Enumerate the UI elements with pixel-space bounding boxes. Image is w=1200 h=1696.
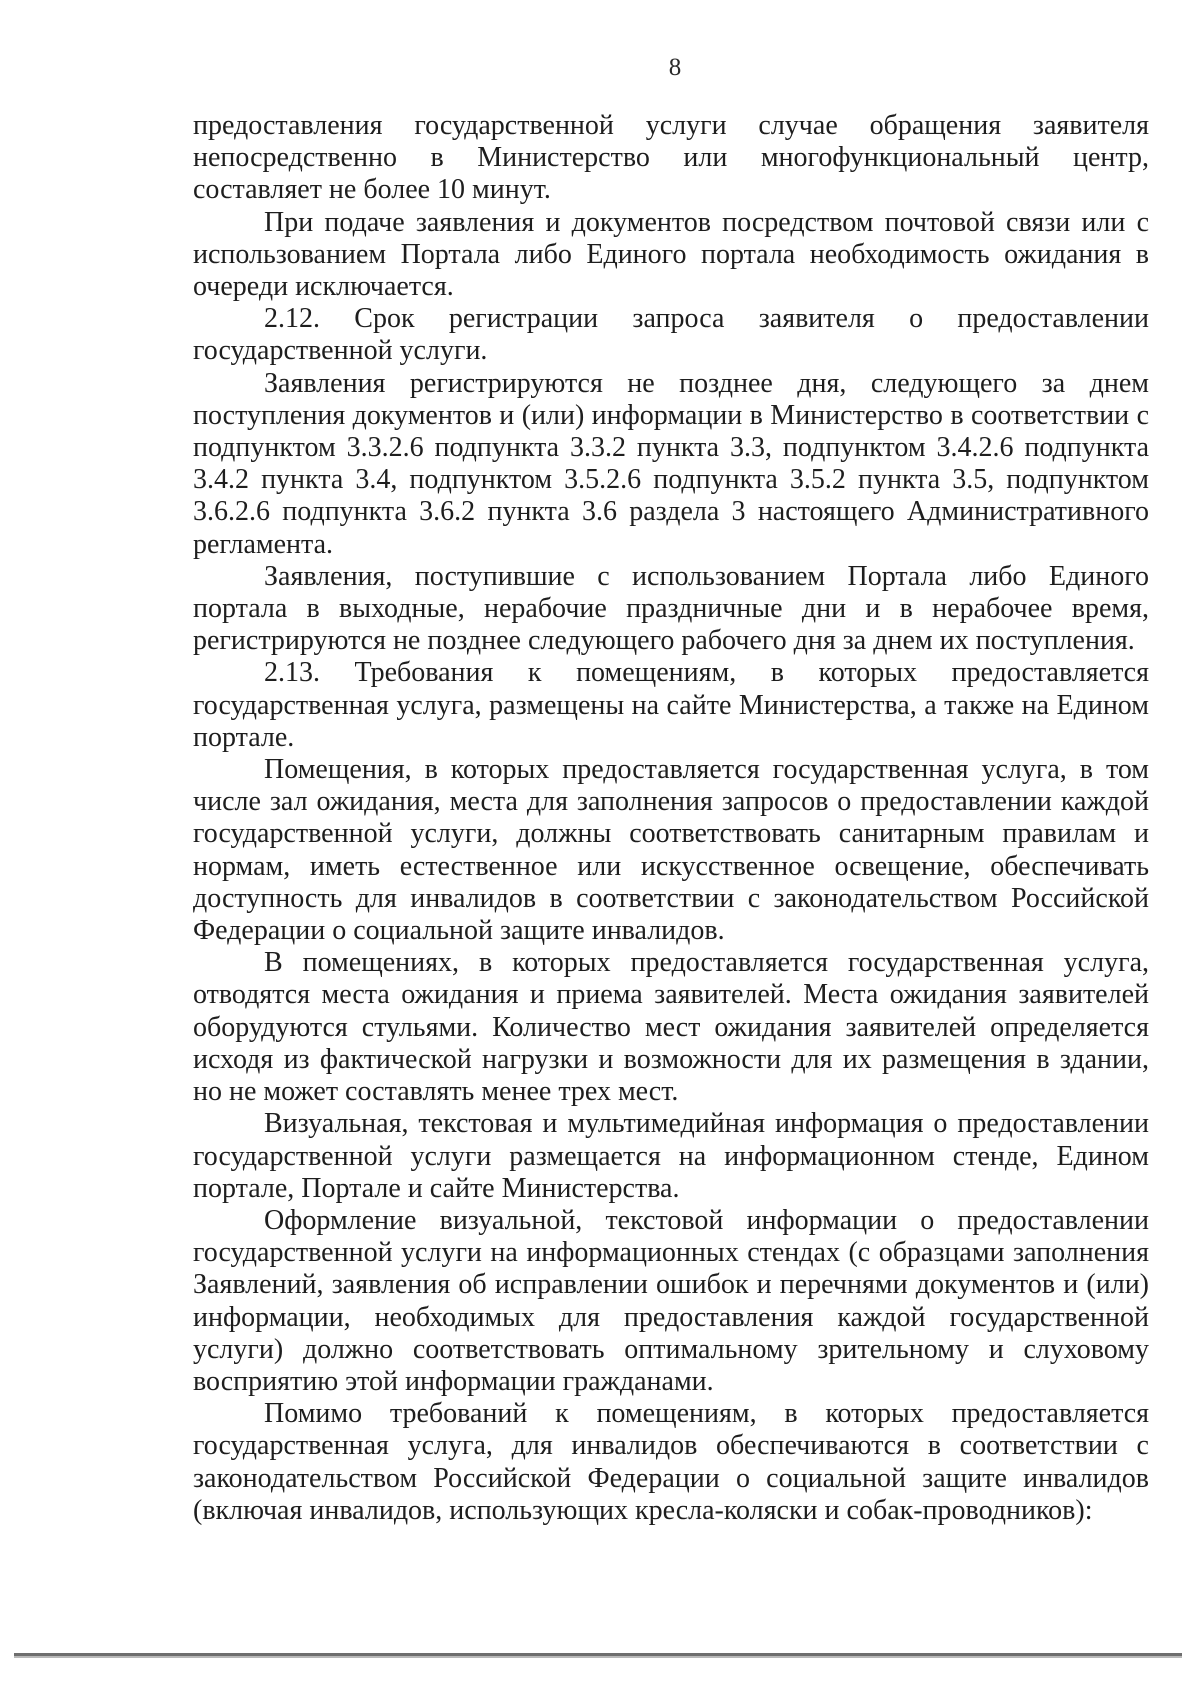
section-heading-2-13: 2.13. Требования к помещениям, в которых предоставляется государственная услуга, размещены на сайте Министерства, а также на Едином портале.	[193, 657, 1149, 753]
bottom-scan-edge-shadow	[14, 1656, 1182, 1658]
paragraph-information-stands: Оформление визуальной, текстовой информации о предоставлении государственной услуги на информационных стендах (с образцами заполнения Заявлений, заявления об исправлении ошибок и перечнями документов и (или) информации, необходимых для предоставления каждой государственной услуги) должно соответствовать оптимальному зрительному и слуховому восприятию этой информации гражданами.	[193, 1204, 1149, 1397]
paragraph-weekend-registration: Заявления, поступившие с использованием Портала либо Единого портала в выходные, нерабочие праздничные дни и в нерабочее время, регистрируются не позднее следующего рабочего дня за днем их поступления.	[193, 560, 1149, 657]
paragraph-disability-access: Помимо требований к помещениям, в которых предоставляется государственная услуга, для инвалидов обеспечиваются в соответствии с законодательством Российской Федерации о социальной защите инвалидов (включая инвалидов, использующих кресла-коляски и собак-проводников):	[193, 1398, 1149, 1526]
document-body	[193, 110, 1149, 1527]
paragraph-waiting-time-continuation: предоставления государственной услуги случае обращения заявителя непосредственно в Министерство или многофункциональный центр, составляет не более 10 минут.	[193, 110, 1149, 206]
paragraph-registration-deadline: Заявления регистрируются не позднее дня, следующего за днем поступления документов и (или) информации в Министерство в соответствии с подпунктом 3.3.2.6 подпункта 3.3.2 пункта 3.3, подпунктом 3.4.2.6 подпункта 3.4.2 пункта 3.4, подпунктом 3.5.2.6 подпункта 3.5.2 пункта 3.5, подпунктом 3.6.2.6 подпункта 3.6.2 пункта 3.6 раздела 3 настоящего Административного регламента.	[193, 367, 1149, 560]
section-heading-2-12: 2.12. Срок регистрации запроса заявителя о предоставлении государственной услуги.	[193, 303, 1149, 367]
paragraph-visual-information: Визуальная, текстовая и мультимедийная информация о предоставлении государственной услуги размещается на информационном стенде, Едином портале, Портале и сайте Министерства.	[193, 1108, 1149, 1204]
paragraph-postal-submission: При подаче заявления и документов посредством почтовой связи или с использованием Портала либо Единого портала необходимость ожидания в очереди исключается.	[193, 206, 1149, 303]
paragraph-premises-requirements: Помещения, в которых предоставляется государственная услуга, в том числе зал ожидания, места для заполнения запросов о предоставлении каждой государственной услуги, должны соответствовать санитарным правилам и нормам, иметь естественное или искусственное освещение, обеспечивать доступность для инвалидов в соответствии с законодательством Российской Федерации о социальной защите инвалидов.	[193, 754, 1149, 947]
paragraph-waiting-places: В помещениях, в которых предоставляется государственная услуга, отводятся места ожидания и приема заявителей. Места ожидания заявителей оборудуются стульями. Количество мест ожидания заявителей определяется исходя из фактической нагрузки и возможности для их размещения в здании, но не может составлять менее трех мест.	[193, 947, 1149, 1108]
page-number: 8	[668, 54, 682, 81]
